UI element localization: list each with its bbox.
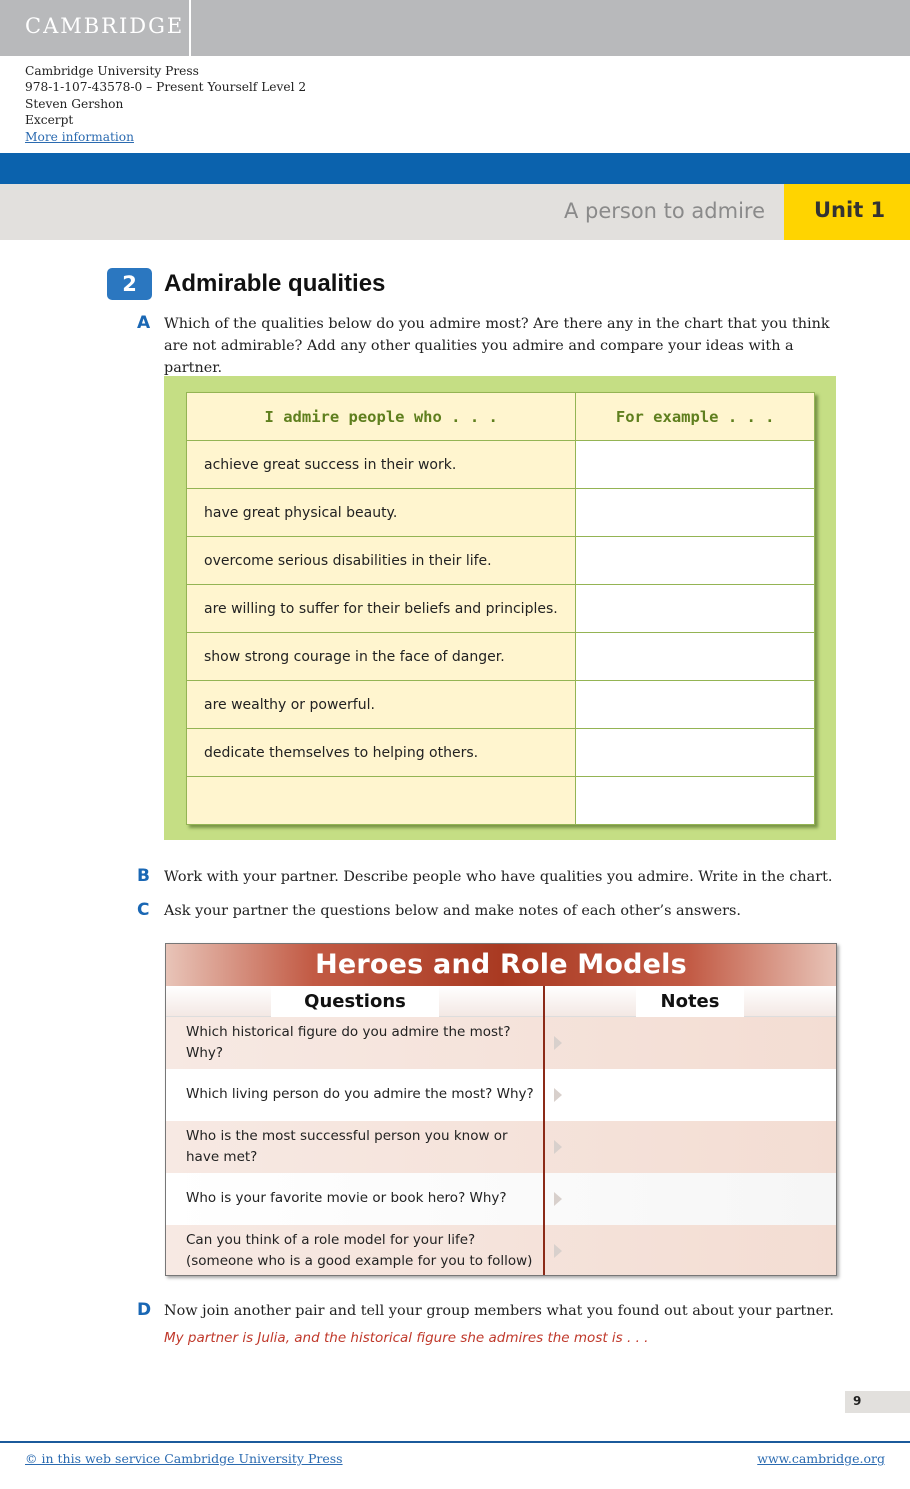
quality-cell: show strong courage in the face of danger. bbox=[187, 633, 576, 681]
book-metadata bbox=[25, 63, 306, 145]
unit-tag-label: Unit 1 bbox=[814, 198, 886, 222]
table-row bbox=[187, 585, 815, 633]
blue-banner bbox=[0, 153, 910, 184]
quality-cell: overcome serious disabilities in their life. bbox=[187, 537, 576, 585]
question-text bbox=[186, 1225, 536, 1276]
quality-cell: have great physical beauty. bbox=[187, 489, 576, 537]
instruction-letter-b: B bbox=[137, 866, 150, 886]
table-row bbox=[187, 537, 815, 585]
question-text bbox=[186, 1173, 536, 1225]
column-header-for-example: For example . . . bbox=[576, 393, 815, 441]
column-header-notes: Notes bbox=[636, 986, 744, 1017]
question-line: (someone who is a good example for you to follow) bbox=[186, 1253, 533, 1269]
section-title: Admirable qualities bbox=[164, 270, 386, 297]
column-header-questions: Questions bbox=[271, 986, 439, 1017]
question-line: Who is your favorite movie or book hero? Why? bbox=[186, 1190, 507, 1207]
copyright-link[interactable]: © in this web service Cambridge University Press bbox=[25, 1451, 343, 1466]
example-answer-cell[interactable] bbox=[576, 441, 815, 489]
question-line: have met? bbox=[186, 1149, 258, 1165]
heroes-chart-header bbox=[166, 986, 836, 1017]
quality-cell: are wealthy or powerful. bbox=[187, 681, 576, 729]
brand-bar bbox=[0, 0, 910, 56]
unit-tag bbox=[784, 184, 910, 240]
footer-divider bbox=[0, 1441, 910, 1443]
qualities-chart bbox=[186, 392, 815, 825]
example-answer-cell[interactable] bbox=[576, 681, 815, 729]
arrow-right-icon bbox=[554, 1088, 562, 1102]
example-answer-cell[interactable] bbox=[576, 489, 815, 537]
instruction-letter-a: A bbox=[137, 313, 151, 333]
instruction-a: Which of the qualities below do you admire most? Are there any in the chart that you think are not admirable? Add any other qualities you admire and compare your ideas with a partner. bbox=[164, 316, 830, 376]
quality-cell: dedicate themselves to helping others. bbox=[187, 729, 576, 777]
table-row bbox=[187, 729, 815, 777]
example-answer-cell[interactable] bbox=[576, 585, 815, 633]
example-answer-cell[interactable] bbox=[576, 633, 815, 681]
isbn-title: 978-1-107-43578-0 – Present Yourself Level 2 bbox=[25, 80, 307, 95]
quality-cell: are willing to suffer for their beliefs and principles. bbox=[187, 585, 576, 633]
section-number-badge: 2 bbox=[107, 268, 152, 300]
page-number-box bbox=[845, 1391, 910, 1413]
heroes-chart bbox=[165, 943, 837, 1276]
question-line: Which living person do you admire the most? Why? bbox=[186, 1086, 534, 1103]
column-divider bbox=[543, 986, 545, 1276]
question-line: Can you think of a role model for your life? bbox=[186, 1231, 476, 1248]
table-row bbox=[166, 1069, 836, 1121]
question-text bbox=[186, 1121, 536, 1173]
excerpt-label: Excerpt bbox=[25, 113, 74, 128]
cambridge-logo: CAMBRIDGE bbox=[25, 14, 185, 38]
instruction-c: Ask your partner the questions below and make notes of each other’s answers. bbox=[164, 903, 741, 919]
quality-blank-cell[interactable] bbox=[187, 777, 576, 825]
table-row bbox=[187, 489, 815, 537]
example-answer-cell[interactable] bbox=[576, 777, 815, 825]
quality-cell: achieve great success in their work. bbox=[187, 441, 576, 489]
table-row bbox=[166, 1121, 836, 1173]
question-line: Who is the most successful person you know or bbox=[186, 1127, 508, 1144]
question-text bbox=[186, 1069, 536, 1121]
question-line: Which historical figure do you admire the most? Why? bbox=[186, 1023, 511, 1061]
table-row bbox=[166, 1017, 836, 1069]
more-information-link[interactable]: More information bbox=[25, 129, 134, 144]
cambridge-website-link[interactable]: www.cambridge.org bbox=[757, 1451, 885, 1466]
table-row bbox=[187, 441, 815, 489]
table-row bbox=[187, 633, 815, 681]
column-header-admire: I admire people who . . . bbox=[187, 393, 576, 441]
brand-divider bbox=[189, 0, 191, 56]
table-row bbox=[166, 1173, 836, 1225]
table-row bbox=[187, 681, 815, 729]
unit-title: A person to admire bbox=[563, 199, 765, 223]
instruction-letter-c: C bbox=[137, 900, 150, 920]
instruction-d: Now join another pair and tell your group members what you found out about your partner. bbox=[164, 1303, 834, 1319]
arrow-right-icon bbox=[554, 1140, 562, 1154]
instruction-b: Work with your partner. Describe people who have qualities you admire. Write in the chart. bbox=[164, 869, 833, 885]
arrow-right-icon bbox=[554, 1036, 562, 1050]
unit-bar bbox=[0, 184, 910, 240]
example-answer-cell[interactable] bbox=[576, 537, 815, 585]
table-row bbox=[166, 1225, 836, 1276]
table-row bbox=[187, 777, 815, 825]
page-number: 9 bbox=[853, 1394, 862, 1408]
publisher: Cambridge University Press bbox=[25, 64, 199, 78]
example-sentence: My partner is Julia, and the historical figure she admires the most is . . . bbox=[164, 1330, 649, 1346]
heroes-chart-title: Heroes and Role Models bbox=[166, 944, 836, 986]
arrow-right-icon bbox=[554, 1192, 562, 1206]
arrow-right-icon bbox=[554, 1244, 562, 1258]
author: Steven Gershon bbox=[25, 96, 124, 111]
question-text bbox=[186, 1017, 536, 1069]
example-answer-cell[interactable] bbox=[576, 729, 815, 777]
instruction-letter-d: D bbox=[137, 1300, 152, 1320]
qualities-chart-header bbox=[187, 393, 815, 441]
